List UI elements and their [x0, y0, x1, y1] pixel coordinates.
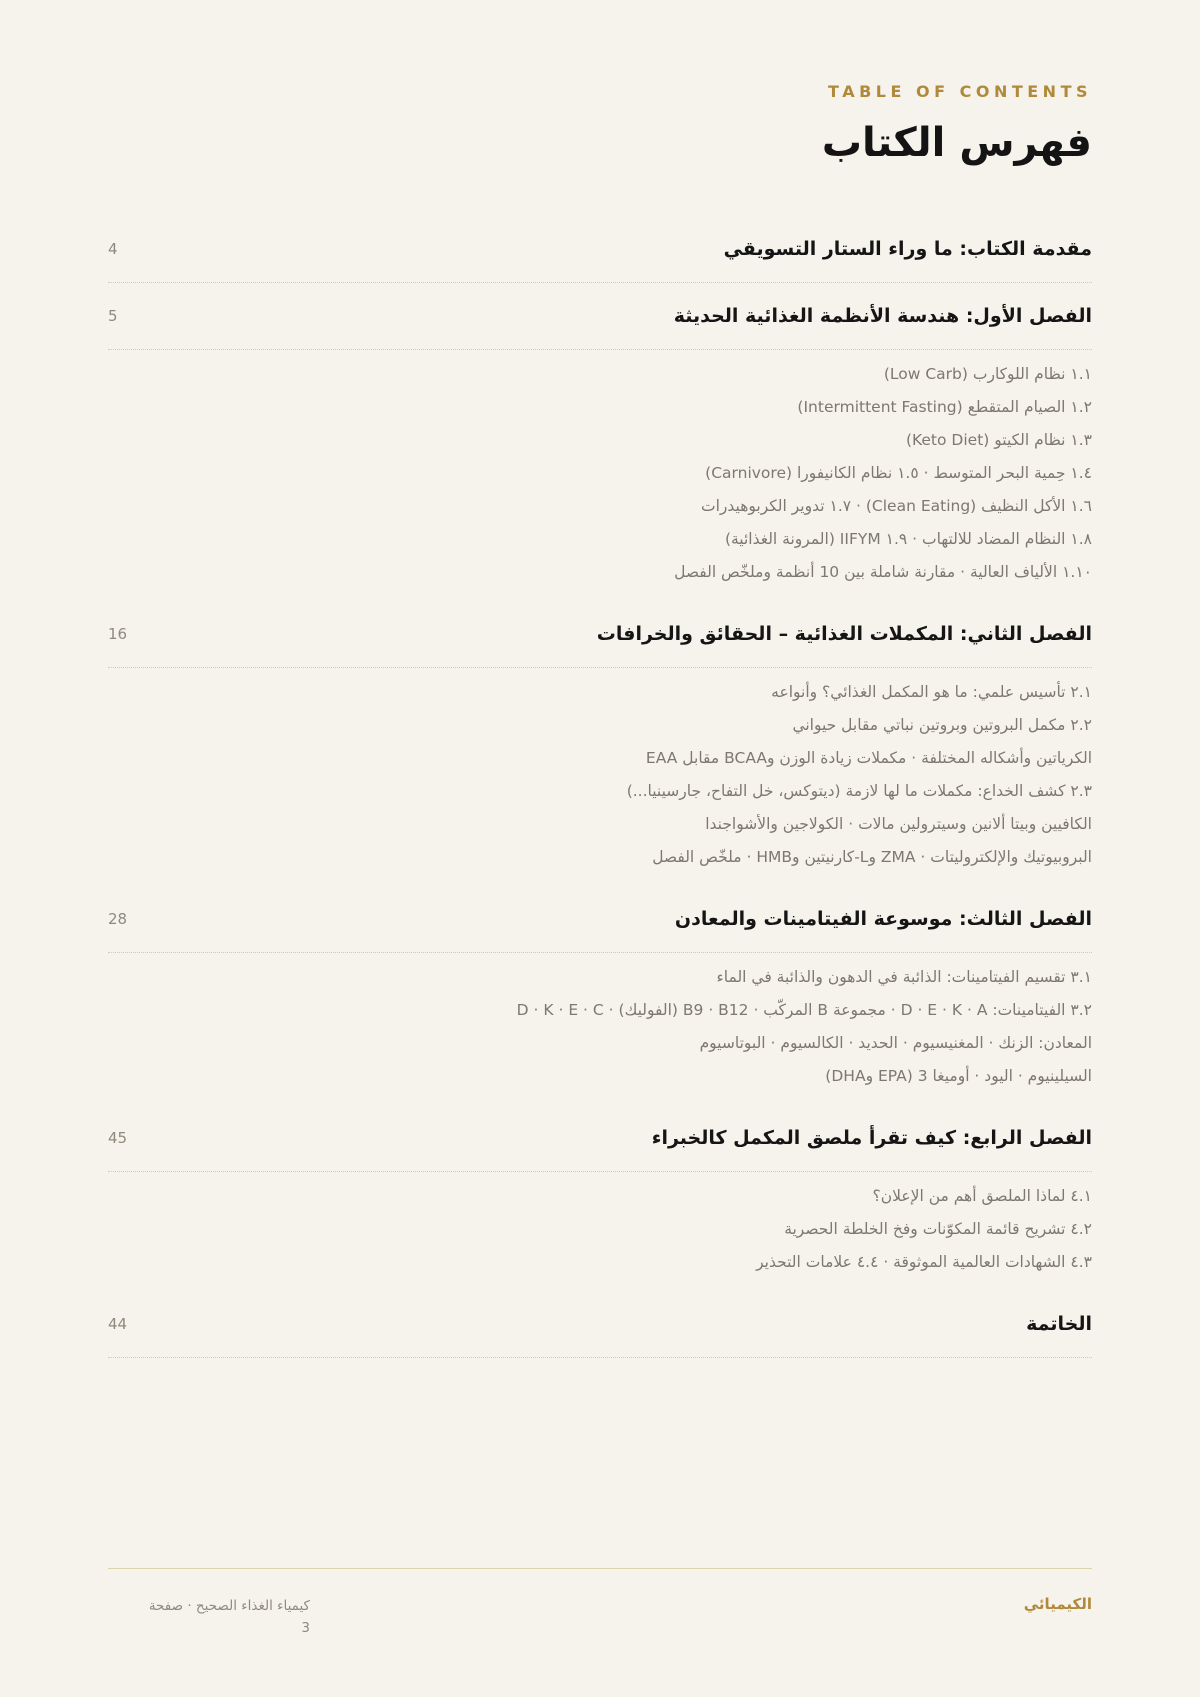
toc-subsections: [108, 953, 1092, 1105]
chapter-page-number: 44: [108, 1315, 128, 1333]
toc-subsection[interactable]: ٤.٣ الشهادات العالمية الموثوقة · ٤.٤ علامات التحذير: [756, 1253, 1092, 1271]
toc-subsection[interactable]: ١.١ نظام اللوكارب (Low Carb): [883, 365, 1092, 383]
toc-chapter[interactable]: [108, 886, 1092, 953]
page-title: فهرس الكتاب: [821, 120, 1092, 166]
toc-subsection[interactable]: ١.٢ الصيام المتقطع (Intermittent Fasting): [797, 398, 1092, 416]
toc-chapter[interactable]: [108, 1105, 1092, 1172]
toc-chapter[interactable]: [108, 216, 1092, 283]
toc-subsection[interactable]: ١.٤ حِمية البحر المتوسط · ١.٥ نظام الكانيفورا (Carnivore): [705, 464, 1092, 482]
chapter-title: الخاتمة: [1026, 1313, 1092, 1335]
chapter-page-number: 45: [108, 1129, 128, 1147]
footer-page-number: 3: [301, 1620, 310, 1636]
toc-subsection[interactable]: ٤.٢ تشريح قائمة المكوّنات وفخ الخلطة الحصرية: [784, 1220, 1092, 1238]
chapter-page-number: 4: [108, 240, 118, 258]
toc-subsection[interactable]: البروبيوتيك والإلكتروليتات · ZMA وL-كارنيتين وHMB · ملخّص الفصل: [652, 848, 1092, 866]
chapter-title: الفصل الرابع: كيف تقرأ ملصق المكمل كالخبراء: [651, 1127, 1092, 1149]
toc-subsection[interactable]: الكافيين وبيتا ألانين وسيترولين مالات · الكولاجين والأشواجندا: [705, 815, 1092, 833]
toc-subsection[interactable]: ٣.١ تقسيم الفيتامينات: الذائبة في الدهون والذائبة في الماء: [716, 968, 1092, 986]
toc-subsection[interactable]: ٣.٢ الفيتامينات: D · E · K · A · مجموعة B المركّب · B9 · B12 (الفوليك) · D · K · E · C: [516, 1001, 1092, 1019]
chapter-page-number: 16: [108, 625, 128, 643]
toc-subsection[interactable]: ١.٨ النظام المضاد للالتهاب · ١.٩ IIFYM (المرونة الغذائية): [724, 530, 1092, 548]
toc-subsection[interactable]: ٢.١ تأسيس علمي: ما هو المكمل الغذائي؟ وأنواعه: [771, 683, 1092, 701]
toc-subsection[interactable]: المعادن: الزنك · المغنيسيوم · الحديد · الكالسيوم · البوتاسيوم: [699, 1034, 1092, 1052]
toc-subsection[interactable]: ١.٦ الأكل النظيف (Clean Eating) · ١.٧ تدوير الكربوهيدرات: [701, 497, 1092, 515]
toc-chapter[interactable]: [108, 1291, 1092, 1358]
chapter-title: الفصل الثاني: المكملات الغذائية – الحقائق والخرافات: [596, 623, 1092, 645]
toc-subsection[interactable]: الكرياتين وأشكاله المختلفة · مكملات زيادة الوزن وBCAA مقابل EAA: [645, 749, 1092, 767]
chapter-page-number: 5: [108, 307, 118, 325]
toc-subsection[interactable]: ٢.٢ مكمل البروتين وبروتين نباتي مقابل حيواني: [792, 716, 1092, 734]
chapter-title: الفصل الثالث: موسوعة الفيتامينات والمعادن: [674, 908, 1092, 930]
toc-subsection[interactable]: ١.٣ نظام الكيتو (Keto Diet): [905, 431, 1092, 449]
toc-chapter[interactable]: [108, 283, 1092, 350]
page: [108, 0, 1092, 1697]
chapter-title: الفصل الأول: هندسة الأنظمة الغذائية الحديثة: [673, 305, 1092, 327]
toc-subsections: [108, 668, 1092, 886]
toc-subsection[interactable]: السيلينيوم · اليود · أوميغا 3 (EPA وDHA): [825, 1067, 1092, 1085]
chapter-title: مقدمة الكتاب: ما وراء الستار التسويقي: [723, 238, 1092, 260]
eyebrow-label: TABLE OF CONTENTS: [828, 82, 1092, 101]
toc-subsections: [108, 350, 1092, 601]
footer-meta-text: كيمياء الغذاء الصحيح · صفحة: [148, 1598, 310, 1614]
footer-meta: [120, 1595, 310, 1639]
toc-subsections: [108, 1172, 1092, 1291]
table-of-contents: [108, 216, 1092, 1358]
toc-subsection[interactable]: ١.١٠ الألياف العالية · مقارنة شاملة بين 10 أنظمة وملخّص الفصل: [674, 563, 1092, 581]
footer-brand: الكيميائي: [1023, 1595, 1092, 1613]
toc-subsection[interactable]: ٤.١ لماذا الملصق أهم من الإعلان؟: [872, 1187, 1092, 1205]
toc-subsection[interactable]: ٢.٣ كشف الخداع: مكملات ما لها لازمة (ديتوكس، خل التفاح، جارسينيا...): [626, 782, 1092, 800]
toc-chapter[interactable]: [108, 601, 1092, 668]
footer: [108, 1568, 1092, 1636]
chapter-page-number: 28: [108, 910, 128, 928]
